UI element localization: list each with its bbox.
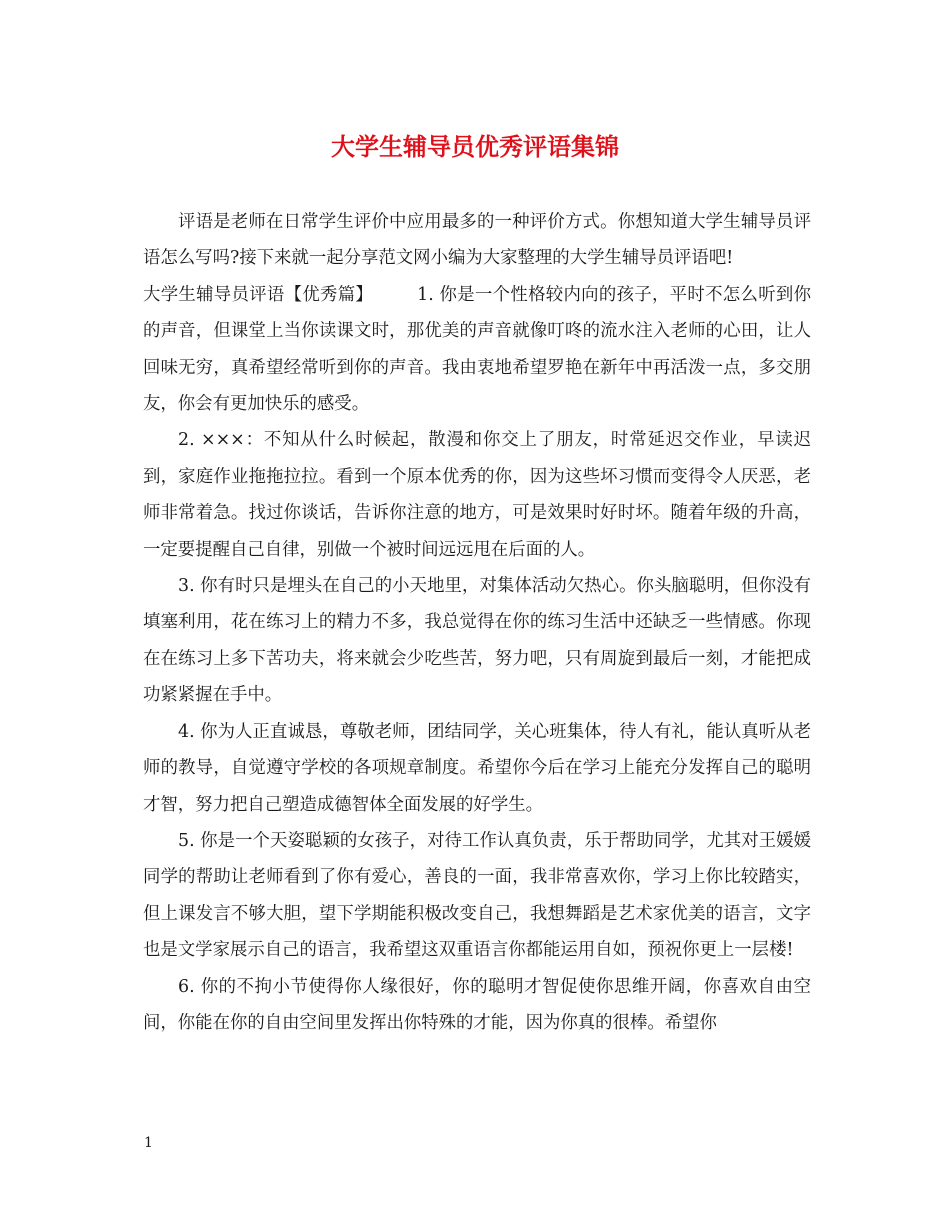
comment-item-6: 6. 你的不拘小节使得你人缘很好，你的聪明才智促使你思维开阔，你喜欢自由空间，你能在你的自由空间里发挥出你特殊的才能，因为你真的很棒。希望你	[143, 976, 811, 1033]
comment-item-4: 4. 你为人正直诚恳，尊敬老师，团结同学，关心班集体，待人有礼，能认真听从老师的教导，自觉遵守学校的各项规章制度。希望你今后在学习上能充分发挥自己的聪明才智，努力把自己塑造成德智体全面发展的好学生。	[143, 721, 811, 815]
document-title: 大学生辅导员优秀评语集锦	[331, 132, 619, 161]
page-number: 1	[144, 1135, 153, 1151]
comment-item-5: 5. 你是一个天姿聪颖的女孩子，对待工作认真负责，乐于帮助同学，尤其对王媛媛同学的帮助让老师看到了你有爱心，善良的一面，我非常喜欢你，学习上你比较踏实，但上课发言不够大胆，望下学期能积极改变自己，我想舞蹈是艺术家优美的语言，文字也是文学家展示自己的语言，我希望这双重语言你都能运用自如，预祝你更上一层楼!	[143, 830, 811, 961]
section-paragraph	[143, 277, 811, 423]
intro-paragraph: 评语是老师在日常学生评价中应用最多的一种评价方式。你想知道大学生辅导员评语怎么写吗?接下来就一起分享范文网小编为大家整理的大学生辅导员评语吧!	[143, 212, 811, 269]
comment-item-2: 2. ×××：不知从什么时候起，散漫和你交上了朋友，时常延迟交作业，早读迟到，家庭作业拖拖拉拉。看到一个原本优秀的你，因为这些坏习惯而变得令人厌恶，老师非常着急。找过你谈话，告诉你注意的地方，可是效果时好时坏。随着年级的升高，一定要提醒自己自律，别做一个被时间远远甩在后面的人。	[143, 430, 811, 560]
comment-item-3: 3. 你有时只是埋头在自己的小天地里，对集体活动欠热心。你头脑聪明，但你没有填塞利用，花在练习上的精力不多，我总觉得在你的练习生活中还缺乏一些情感。你现在在练习上多下苦功夫，将来就会少吃些苦，努力吧，只有周旋到最后一刻，才能把成功紧紧握在手中。	[143, 576, 811, 706]
document-body	[143, 204, 811, 1041]
section-heading: 大学生辅导员评语【优秀篇】	[143, 284, 374, 305]
comment-item-1: 1. 你是一个性格较内向的孩子，平时不怎么听到你的声音，但课堂上当你读课文时，那优美的声音就像叮咚的流水注入老师的心田，让人回味无穷，真希望经常听到你的声音。我由衷地希望罗艳在新年中再活泼一点，多交朋友，你会有更加快乐的感受。	[143, 284, 811, 415]
